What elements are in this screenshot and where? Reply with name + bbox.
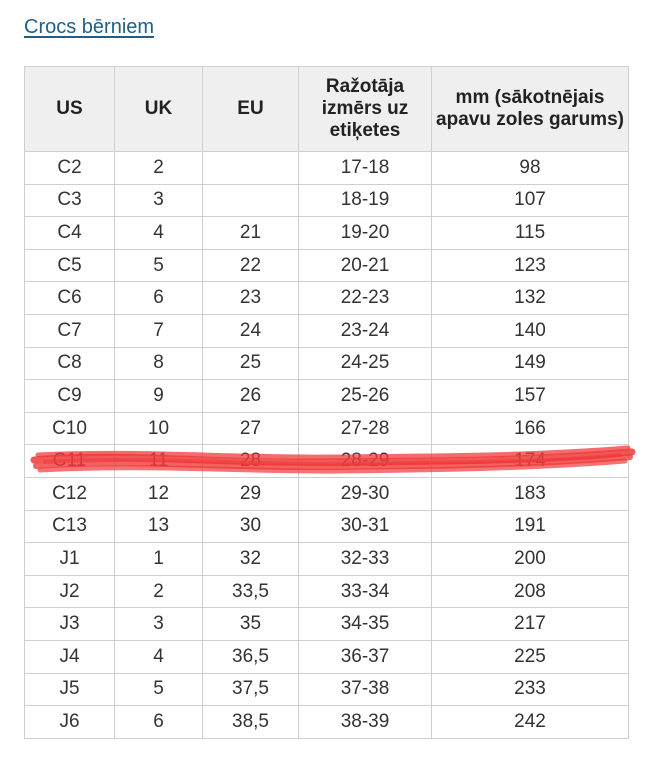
cell-us: C6 [25, 282, 115, 315]
cell-manufacturer-size: 29-30 [299, 477, 432, 510]
header-mm: mm (sākotnējais apavu zoles garums) [432, 67, 629, 152]
cell-us: J4 [25, 640, 115, 673]
cell-uk: 2 [115, 152, 203, 185]
cell-mm: 217 [432, 608, 629, 641]
table-row [25, 282, 629, 315]
cell-mm: 174 [432, 445, 629, 478]
cell-us: J5 [25, 673, 115, 706]
cell-us: C2 [25, 152, 115, 185]
cell-manufacturer-size: 19-20 [299, 217, 432, 250]
cell-eu: 21 [203, 217, 299, 250]
table-row [25, 608, 629, 641]
cell-eu: 32 [203, 543, 299, 576]
cell-mm: 149 [432, 347, 629, 380]
cell-uk: 12 [115, 477, 203, 510]
cell-eu: 26 [203, 380, 299, 413]
cell-manufacturer-size: 18-19 [299, 184, 432, 217]
table-body [25, 152, 629, 739]
table-row [25, 184, 629, 217]
table-row [25, 314, 629, 347]
cell-uk: 2 [115, 575, 203, 608]
crocs-kids-link[interactable]: Crocs bērniem [24, 16, 155, 38]
cell-eu: 28 [203, 445, 299, 478]
table-row [25, 217, 629, 250]
cell-mm: 123 [432, 249, 629, 282]
cell-us: C13 [25, 510, 115, 543]
cell-mm: 115 [432, 217, 629, 250]
cell-uk: 4 [115, 640, 203, 673]
cell-mm: 200 [432, 543, 629, 576]
cell-eu: 37,5 [203, 673, 299, 706]
cell-manufacturer-size: 36-37 [299, 640, 432, 673]
cell-uk: 5 [115, 249, 203, 282]
cell-manufacturer-size: 34-35 [299, 608, 432, 641]
cell-eu: 22 [203, 249, 299, 282]
cell-mm: 225 [432, 640, 629, 673]
cell-mm: 183 [432, 477, 629, 510]
cell-us: C4 [25, 217, 115, 250]
cell-manufacturer-size: 20-21 [299, 249, 432, 282]
cell-manufacturer-size: 27-28 [299, 412, 432, 445]
cell-uk: 9 [115, 380, 203, 413]
header-uk: UK [115, 67, 203, 152]
cell-us: C9 [25, 380, 115, 413]
cell-manufacturer-size: 37-38 [299, 673, 432, 706]
table-row [25, 477, 629, 510]
header-eu: EU [203, 67, 299, 152]
table-row [25, 249, 629, 282]
cell-eu: 33,5 [203, 575, 299, 608]
table-row [25, 673, 629, 706]
cell-us: C7 [25, 314, 115, 347]
table-row [25, 575, 629, 608]
cell-uk: 4 [115, 217, 203, 250]
cell-mm: 233 [432, 673, 629, 706]
table-row [25, 640, 629, 673]
cell-us: C3 [25, 184, 115, 217]
cell-eu: 36,5 [203, 640, 299, 673]
cell-mm: 107 [432, 184, 629, 217]
cell-eu: 23 [203, 282, 299, 315]
cell-mm: 132 [432, 282, 629, 315]
table-row [25, 412, 629, 445]
cell-eu: 27 [203, 412, 299, 445]
cell-uk: 8 [115, 347, 203, 380]
table-row [25, 347, 629, 380]
cell-us: C12 [25, 477, 115, 510]
cell-mm: 242 [432, 706, 629, 739]
cell-manufacturer-size: 28-29 [299, 445, 432, 478]
cell-manufacturer-size: 38-39 [299, 706, 432, 739]
cell-uk: 7 [115, 314, 203, 347]
cell-manufacturer-size: 25-26 [299, 380, 432, 413]
cell-eu [203, 184, 299, 217]
cell-manufacturer-size: 23-24 [299, 314, 432, 347]
cell-uk: 13 [115, 510, 203, 543]
cell-mm: 157 [432, 380, 629, 413]
table-header-row [25, 67, 629, 152]
size-chart-table [24, 66, 629, 739]
cell-mm: 98 [432, 152, 629, 185]
cell-eu: 24 [203, 314, 299, 347]
cell-eu: 38,5 [203, 706, 299, 739]
cell-eu: 30 [203, 510, 299, 543]
cell-us: C10 [25, 412, 115, 445]
cell-us: C11 [25, 445, 115, 478]
cell-uk: 11 [115, 445, 203, 478]
cell-us: J1 [25, 543, 115, 576]
cell-eu [203, 152, 299, 185]
cell-uk: 1 [115, 543, 203, 576]
cell-uk: 5 [115, 673, 203, 706]
header-us: US [25, 67, 115, 152]
cell-uk: 3 [115, 608, 203, 641]
cell-us: C5 [25, 249, 115, 282]
cell-manufacturer-size: 22-23 [299, 282, 432, 315]
cell-eu: 35 [203, 608, 299, 641]
cell-manufacturer-size: 24-25 [299, 347, 432, 380]
cell-mm: 140 [432, 314, 629, 347]
cell-us: J2 [25, 575, 115, 608]
table-row [25, 152, 629, 185]
cell-mm: 166 [432, 412, 629, 445]
cell-uk: 10 [115, 412, 203, 445]
cell-manufacturer-size: 30-31 [299, 510, 432, 543]
table-row [25, 445, 629, 478]
cell-us: J3 [25, 608, 115, 641]
cell-manufacturer-size: 17-18 [299, 152, 432, 185]
cell-us: J6 [25, 706, 115, 739]
cell-us: C8 [25, 347, 115, 380]
cell-uk: 6 [115, 706, 203, 739]
cell-manufacturer-size: 33-34 [299, 575, 432, 608]
cell-uk: 3 [115, 184, 203, 217]
cell-eu: 25 [203, 347, 299, 380]
cell-uk: 6 [115, 282, 203, 315]
table-row [25, 543, 629, 576]
cell-manufacturer-size: 32-33 [299, 543, 432, 576]
cell-mm: 208 [432, 575, 629, 608]
header-manufacturer-size: Ražotāja izmērs uz etiķetes [299, 67, 432, 152]
table-row [25, 706, 629, 739]
cell-mm: 191 [432, 510, 629, 543]
table-row [25, 380, 629, 413]
table-row [25, 510, 629, 543]
cell-eu: 29 [203, 477, 299, 510]
